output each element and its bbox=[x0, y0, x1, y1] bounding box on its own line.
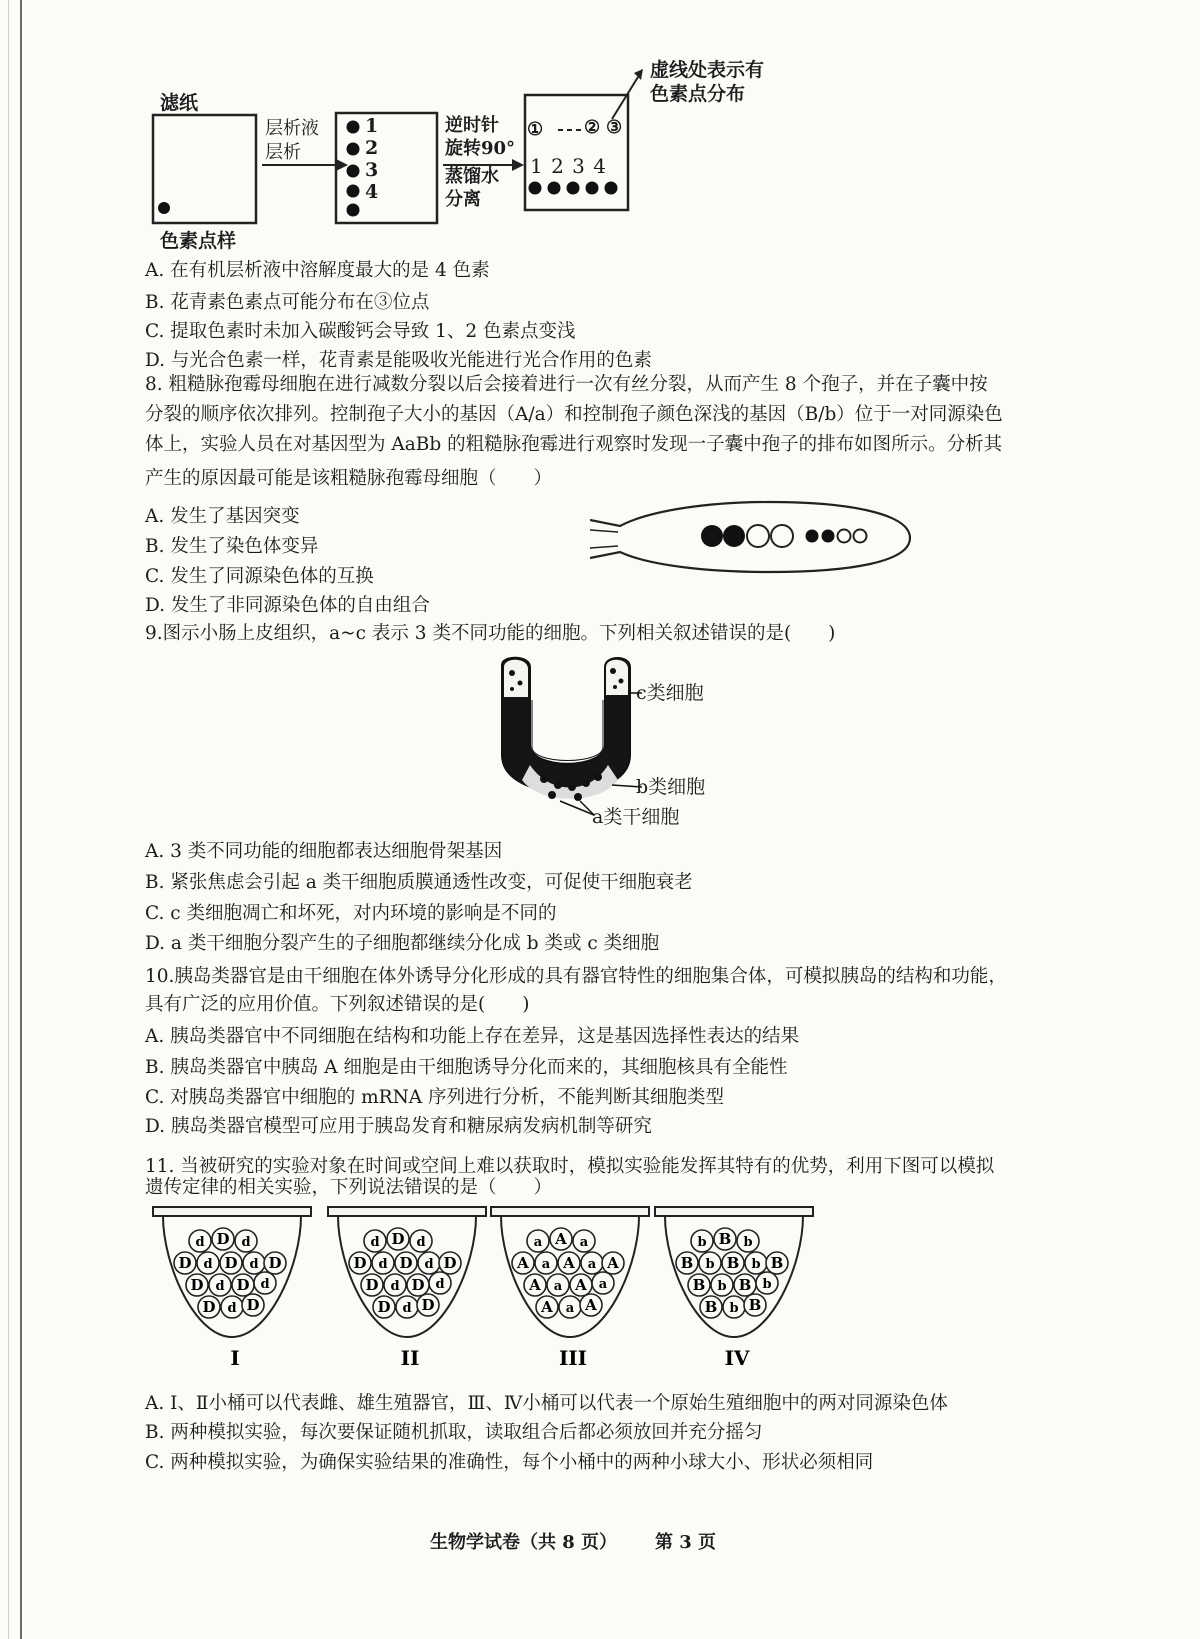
ball-label: B bbox=[748, 1296, 762, 1314]
ball-label: a bbox=[541, 1257, 551, 1272]
ball-label: b bbox=[705, 1257, 715, 1272]
ball-label: d bbox=[215, 1279, 225, 1294]
ball-label: a bbox=[553, 1279, 563, 1294]
ball-label: D bbox=[178, 1254, 192, 1272]
bucket-roman-label: IV bbox=[724, 1346, 750, 1370]
q11-option-b: B. 两种模拟实验，每次要保证随机抓取，读取组合后都必须放回并充分摇匀 bbox=[145, 1422, 763, 1443]
page-shadow-line bbox=[8, 0, 9, 1639]
footer-title: 生物学试卷（共 8 页） bbox=[430, 1532, 618, 1553]
buckets-diagram bbox=[145, 1205, 845, 1385]
label-filter-paper: 滤纸 bbox=[160, 92, 199, 114]
bucket-row bbox=[145, 1205, 845, 1385]
ball-label: a bbox=[587, 1257, 597, 1272]
ball-label: D bbox=[421, 1296, 435, 1314]
spore-small-dark bbox=[822, 530, 835, 543]
footer-page-number: 第 3 页 bbox=[655, 1532, 717, 1553]
q9-option-c: C. c 类细胞凋亡和坏死，对内环境的影响是不同的 bbox=[145, 903, 557, 924]
arrow2-label-line2: 旋转90° bbox=[445, 138, 516, 159]
q7-option-b: B. 花青素色素点可能分布在③位点 bbox=[145, 292, 430, 313]
ball-label: a bbox=[598, 1277, 608, 1292]
circled-site-1: ① bbox=[527, 119, 544, 140]
bucket-3 bbox=[491, 1207, 649, 1370]
ball-label: B bbox=[770, 1254, 784, 1272]
ball-label: A bbox=[563, 1254, 575, 1272]
ball-label: d bbox=[390, 1279, 400, 1294]
spore-large-dark bbox=[701, 525, 723, 547]
q8-stem-line4: 产生的原因最可能是该粗糙脉孢霉母细胞（ ） bbox=[145, 468, 553, 489]
ball-label: d bbox=[241, 1235, 251, 1250]
ball-label: A bbox=[529, 1276, 541, 1294]
q7-option-a: A. 在有机层析液中溶解度最大的是 4 色素 bbox=[145, 260, 490, 281]
q11-option-a: A. Ⅰ、Ⅱ小桶可以代表雌、雄生殖器官，Ⅲ、Ⅳ小桶可以代表一个原始生殖细胞中的两对同源染色体 bbox=[145, 1393, 948, 1414]
q10-option-b: B. 胰岛类器官中胰岛 A 细胞是由干细胞诱导分化而来的，其细胞核具有全能性 bbox=[145, 1057, 788, 1078]
ball-label: B bbox=[704, 1298, 718, 1316]
ascus-diagram bbox=[590, 500, 930, 580]
q11-option-c: C. 两种模拟实验，为确保实验结果的准确性，每个小桶中的两种小球大小、形状必须相同 bbox=[145, 1452, 874, 1473]
ball-label: D bbox=[353, 1254, 367, 1272]
ball-label: b bbox=[762, 1277, 772, 1292]
ball-label: D bbox=[411, 1276, 425, 1294]
ball-label: d bbox=[378, 1257, 388, 1272]
q9-option-b: B. 紧张焦虑会引起 a 类干细胞质膜通透性改变，可促使干细胞衰老 bbox=[145, 872, 693, 893]
ball-label: A bbox=[517, 1254, 529, 1272]
spore-large-dark bbox=[723, 525, 745, 547]
ball-label: D bbox=[399, 1254, 413, 1272]
ball-label: B bbox=[726, 1254, 740, 1272]
villus-diagram bbox=[490, 655, 650, 825]
q8-stem-line1: 8. 粗糙脉孢霉母细胞在进行减数分裂以后会接着进行一次有丝分裂，从而产生 8 个孢子，并在子囊中按 bbox=[145, 374, 988, 395]
ball-label: d bbox=[203, 1257, 213, 1272]
q10-option-d: D. 胰岛类器官模型可应用于胰岛发育和糖尿病发病机制等研究 bbox=[145, 1116, 652, 1137]
circled-site-3: ③ bbox=[606, 117, 623, 138]
ball-label: d bbox=[249, 1257, 259, 1272]
circled-site-2: ② bbox=[584, 117, 601, 138]
ball-label: D bbox=[268, 1254, 282, 1272]
q7-option-d: D. 与光合色素一样，花青素是能吸收光能进行光合作用的色素 bbox=[145, 350, 652, 371]
band-number: 4 bbox=[365, 181, 379, 203]
ball-label: d bbox=[260, 1277, 270, 1292]
bucket-rim bbox=[153, 1207, 311, 1216]
q10-stem-line1: 10.胰岛类器官是由干细胞在体外诱导分化形成的具有器官特性的细胞集合体，可模拟胰岛的结构和功能， bbox=[145, 966, 1007, 987]
ball-label: D bbox=[236, 1276, 250, 1294]
ball-label: b bbox=[729, 1301, 739, 1316]
ball-label: d bbox=[402, 1301, 412, 1316]
ball-label: d bbox=[424, 1257, 434, 1272]
ball-label: D bbox=[377, 1298, 391, 1316]
spore-small-dark bbox=[806, 530, 819, 543]
top-note-line1: 虚线处表示有 bbox=[650, 59, 765, 81]
q8-option-d: D. 发生了非同源染色体的自由组合 bbox=[145, 595, 430, 616]
ball-label: D bbox=[216, 1230, 230, 1248]
ball-label: b bbox=[743, 1235, 753, 1250]
ball-label: D bbox=[246, 1296, 260, 1314]
bucket-rim bbox=[655, 1207, 813, 1216]
q10-option-a: A. 胰岛类器官中不同细胞在结构和功能上存在差异，这是基因选择性表达的结果 bbox=[145, 1026, 800, 1047]
q9-option-d: D. a 类干细胞分裂产生的子细胞都继续分化成 b 类或 c 类细胞 bbox=[145, 933, 660, 954]
ball-label: A bbox=[585, 1296, 597, 1314]
q9-option-a: A. 3 类不同功能的细胞都表达细胞骨架基因 bbox=[145, 841, 503, 862]
q10-option-c: C. 对胰岛类器官中细胞的 mRNA 序列进行分析，不能判断其细胞类型 bbox=[145, 1087, 725, 1108]
bucket-4 bbox=[655, 1207, 813, 1370]
bucket-roman-label: I bbox=[230, 1346, 240, 1370]
top-note-line2: 色素点分布 bbox=[650, 83, 746, 105]
ball-label: b bbox=[751, 1257, 761, 1272]
label-a-stem-cell: a类干细胞 bbox=[592, 806, 680, 828]
q8-stem-line3: 体上，实验人员在对基因型为 AaBb 的粗糙脉孢霉进行观察时发现一子囊中孢子的排布如图所示。分析其 bbox=[145, 434, 1003, 455]
ball-label: D bbox=[224, 1254, 238, 1272]
label-pigment-sample: 色素点样 bbox=[160, 230, 237, 252]
bucket-rim bbox=[328, 1207, 486, 1216]
ball-label: D bbox=[202, 1298, 216, 1316]
ball-label: D bbox=[391, 1230, 405, 1248]
ball-label: a bbox=[579, 1235, 589, 1250]
ball-label: d bbox=[227, 1301, 237, 1316]
ball-label: a bbox=[565, 1301, 575, 1316]
ball-label: D bbox=[365, 1276, 379, 1294]
ball-label: A bbox=[555, 1230, 567, 1248]
bucket-roman-label: II bbox=[400, 1346, 420, 1370]
spore-small-light bbox=[838, 530, 851, 543]
arrow2-label-line4: 分离 bbox=[445, 189, 481, 210]
q8-option-b: B. 发生了染色体变异 bbox=[145, 536, 319, 557]
arrow1-label-line2: 层析 bbox=[265, 142, 301, 163]
label-b-cell: b类细胞 bbox=[636, 776, 706, 798]
ball-label: B bbox=[680, 1254, 694, 1272]
band-number: 3 bbox=[365, 159, 379, 181]
arrow1-label-line1: 层析液 bbox=[265, 118, 319, 139]
bucket-2 bbox=[328, 1207, 486, 1370]
bucket-1 bbox=[153, 1207, 311, 1370]
bucket-rim bbox=[491, 1207, 649, 1216]
band-number: 1 bbox=[365, 115, 379, 137]
q8-option-c: C. 发生了同源染色体的互换 bbox=[145, 566, 374, 587]
label-c-cell: c类细胞 bbox=[636, 682, 704, 704]
band-number-list bbox=[365, 115, 378, 203]
band-number: 2 bbox=[365, 137, 379, 159]
ball-label: B bbox=[692, 1276, 706, 1294]
q11-stem-line1: 11. 当被研究的实验对象在时间或空间上难以获取时，模拟实验能发挥其特有的优势，利用下图可以模拟 bbox=[145, 1156, 995, 1177]
q9-stem: 9.图示小肠上皮组织，a~c 表示 3 类不同功能的细胞。下列相关叙述错误的是( ) bbox=[145, 623, 836, 644]
ball-label: A bbox=[575, 1276, 587, 1294]
ball-label: d bbox=[416, 1235, 426, 1250]
ball-label: B bbox=[718, 1230, 732, 1248]
arrow2-label-line1: 逆时针 bbox=[445, 115, 499, 136]
ball-label: d bbox=[435, 1277, 445, 1292]
spore-small-light bbox=[854, 530, 867, 543]
spore-large-light bbox=[747, 525, 769, 547]
ball-label: D bbox=[443, 1254, 457, 1272]
ball-label: b bbox=[697, 1235, 707, 1250]
arrow2-label-line3: 蒸馏水 bbox=[445, 166, 499, 187]
ball-label: A bbox=[541, 1298, 553, 1316]
q8-stem-line2: 分裂的顺序依次排列。控制孢子大小的基因（A/a）和控制孢子颜色深浅的基因（B/b）位于一对同源染色 bbox=[145, 404, 1003, 425]
ball-label: d bbox=[195, 1235, 205, 1250]
spore-large-light bbox=[771, 525, 793, 547]
sample-spot bbox=[158, 202, 170, 214]
ball-label: b bbox=[717, 1279, 727, 1294]
bottom-band-numbers: 1 2 3 4 bbox=[530, 154, 607, 178]
ball-label: B bbox=[738, 1276, 752, 1294]
bucket-roman-label: III bbox=[558, 1346, 588, 1370]
ball-label: D bbox=[190, 1276, 204, 1294]
page-left-edge bbox=[20, 0, 22, 1639]
q7-option-c: C. 提取色素时未加入碳酸钙会导致 1、2 色素点变浅 bbox=[145, 321, 576, 342]
ball-label: d bbox=[370, 1235, 380, 1250]
q11-stem-line2: 遗传定律的相关实验，下列说法错误的是（ ） bbox=[145, 1177, 553, 1198]
ball-label: A bbox=[607, 1254, 619, 1272]
q10-stem-line2: 具有广泛的应用价值。下列叙述错误的是( ) bbox=[145, 994, 530, 1015]
ball-label: a bbox=[533, 1235, 543, 1250]
q8-option-a: A. 发生了基因突变 bbox=[145, 506, 300, 527]
